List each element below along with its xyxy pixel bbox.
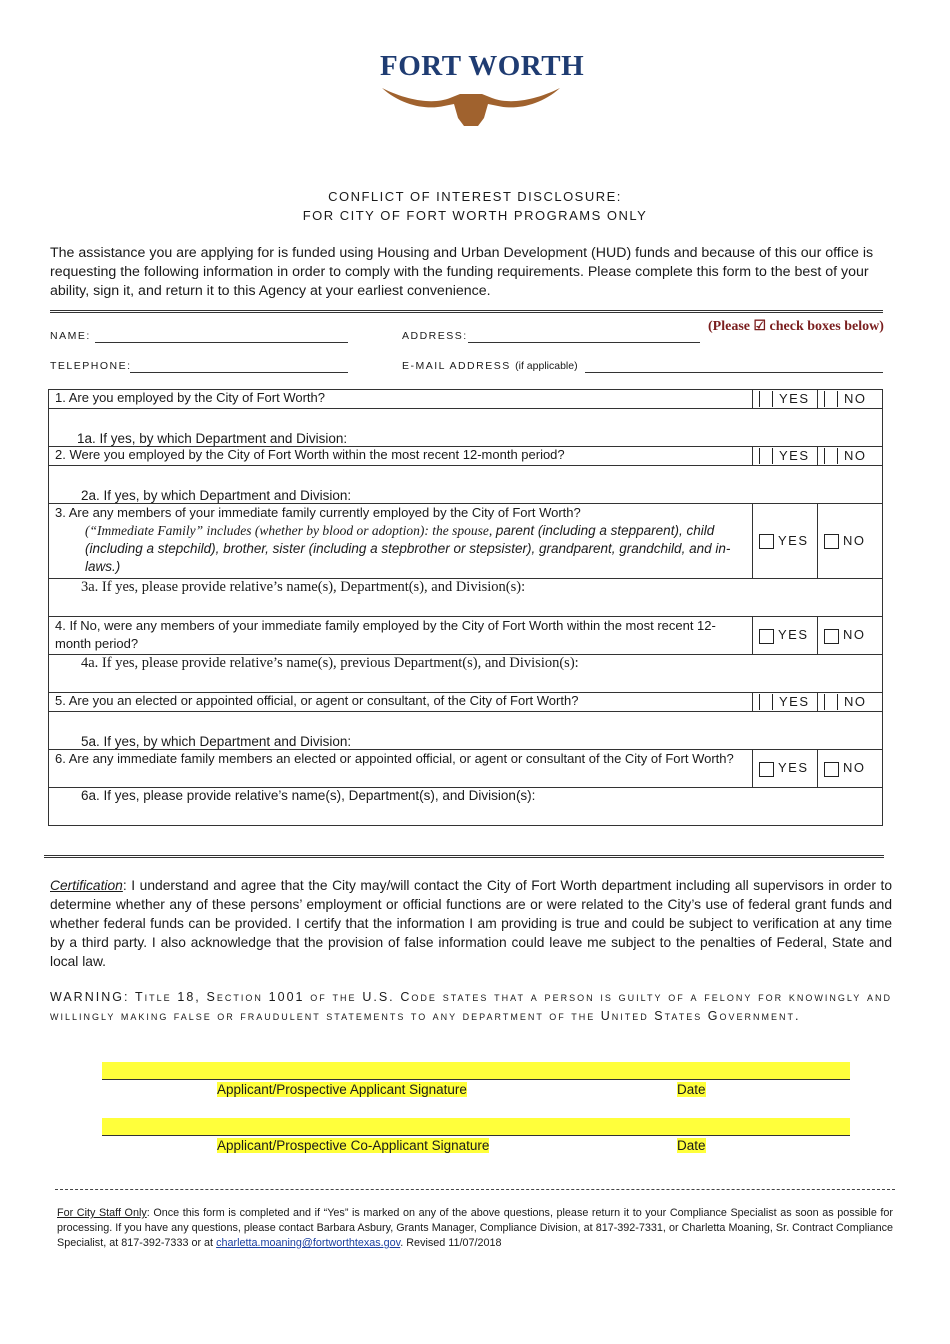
question-4a-text[interactable]: 4a. If yes, please provide relative’s name(s), previous Department(s), and Division(s): bbox=[49, 655, 883, 693]
address-label: ADDRESS: bbox=[402, 330, 468, 342]
question-6-text: 6. Are any immediate family members an elected or appointed official, or agent or consultant of the City of Fort Worth? bbox=[49, 750, 753, 788]
q2-no-label: NO bbox=[844, 447, 867, 463]
staff-footer bbox=[57, 1206, 893, 1251]
q4-yes-checkbox[interactable] bbox=[759, 629, 774, 644]
intro-paragraph: The assistance you are applying for is funded using Housing and Urban Development (HUD) funds and because of this our office is requesting the following information in order to comply with the funding requirements. Please complete this form to the best of your ability, sign it, and return it to this Agency at your earliest convenience. bbox=[50, 245, 874, 299]
question-6a-text[interactable]: 6a. If yes, please provide relative’s name(s), Department(s), and Division(s): bbox=[49, 788, 883, 826]
email-field[interactable] bbox=[585, 360, 883, 373]
q4-no-label: NO bbox=[843, 627, 866, 643]
name-field[interactable] bbox=[95, 330, 348, 343]
question-3-row bbox=[49, 504, 883, 579]
telephone-field[interactable] bbox=[130, 360, 348, 373]
q4-yes-label: YES bbox=[778, 627, 809, 643]
check-boxes-note: (Please ☑ check boxes below) bbox=[708, 319, 884, 334]
q5-yes-checkbox[interactable] bbox=[759, 694, 773, 710]
immediate-family-note-a: (“Immediate Family” includes (whether by blood or adoption): the spouse, bbox=[85, 523, 493, 538]
q3-no-label: NO bbox=[843, 532, 866, 548]
question-6-row bbox=[49, 750, 883, 788]
question-1-row bbox=[49, 390, 883, 409]
revised-date: . Revised 11/07/2018 bbox=[400, 1237, 502, 1249]
logo-wordmark: FORT WORTH bbox=[380, 50, 585, 82]
q1-yes-label: YES bbox=[779, 390, 810, 406]
certification-text: : I understand and agree that the City may/will contact the City of Fort Worth department including all supervisors in order to determine whether any of these persons’ employment or official functions are or were related to the City’s use of federal grant funds and whether federal funds can be provided. I certify that the information I am providing is true and could be subject to verification at any time by a third party. I also acknowledge that the provision of false information could leave me subject to the penalties of Federal, State and local law. bbox=[50, 878, 892, 969]
form-title-line2: FOR CITY OF FORT WORTH PROGRAMS ONLY bbox=[302, 208, 648, 223]
address-field[interactable] bbox=[468, 330, 700, 343]
question-5-text: 5. Are you an elected or appointed official, or agent or consultant, of the City of Fort Worth? bbox=[49, 693, 753, 712]
email-note: (if applicable) bbox=[515, 360, 578, 372]
q5-yes-label: YES bbox=[779, 693, 810, 709]
form-title-line1: CONFLICT OF INTEREST DISCLOSURE: bbox=[328, 189, 622, 204]
question-4-row bbox=[49, 617, 883, 655]
q1-yes-checkbox[interactable] bbox=[759, 391, 773, 407]
immediate-family-note-b: parent (including a stepparent), child (including a stepchild), brother, sister (including a stepbrother or stepsister), grandparent, grandchild, and in-laws.) bbox=[85, 523, 731, 574]
q2-no-checkbox[interactable] bbox=[824, 448, 838, 464]
staff-only-label: For City Staff Only bbox=[57, 1207, 147, 1219]
question-2-row bbox=[49, 447, 883, 466]
applicant-signature-line[interactable] bbox=[102, 1062, 850, 1080]
question-2-text: 2. Were you employed by the City of Fort Worth within the most recent 12-month period? bbox=[49, 447, 753, 466]
question-1-text: 1. Are you employed by the City of Fort Worth? bbox=[49, 390, 753, 409]
question-2a-text[interactable]: 2a. If yes, by which Department and Division: bbox=[49, 466, 883, 504]
co-applicant-date-label: Date bbox=[677, 1138, 706, 1153]
q3-yes-checkbox[interactable] bbox=[759, 534, 774, 549]
q6-no-label: NO bbox=[843, 760, 866, 776]
footer-divider bbox=[55, 1189, 895, 1190]
q3-no-checkbox[interactable] bbox=[824, 534, 839, 549]
question-3a-text[interactable]: 3a. If yes, please provide relative’s name(s), Department(s), and Division(s): bbox=[49, 579, 883, 617]
warning-paragraph: WARNING: Title 18, Section 1001 of the U.S. Code states that a person is guilty of a felony for knowingly and willingly making false or fraudulent statements to any department of the United States Government. bbox=[50, 990, 892, 1023]
middle-divider bbox=[44, 855, 884, 858]
email-label: E-MAIL ADDRESS bbox=[402, 360, 511, 372]
q5-no-label: NO bbox=[844, 693, 867, 709]
applicant-signature-label: Applicant/Prospective Applicant Signature bbox=[217, 1082, 467, 1097]
staff-footer-text: : Once this form is completed and if “Yes” is marked on any of the above questions, please return it to your Compliance Specialist as soon as possible for processing. If you have any questions, please contact Barbara Asbury, Grants Manager, Compliance Division, at 817-392-7331, or Charletta Moaning, Sr. Contract Compliance Specialist, at 817-392-7333 or at bbox=[57, 1207, 894, 1249]
q1-no-checkbox[interactable] bbox=[824, 391, 838, 407]
certification-paragraph bbox=[50, 876, 892, 971]
question-5a-text[interactable]: 5a. If yes, by which Department and Division: bbox=[49, 712, 883, 750]
co-applicant-signature-line[interactable] bbox=[102, 1118, 850, 1136]
name-label: NAME: bbox=[50, 330, 91, 342]
question-3-text: 3. Are any members of your immediate family currently employed by the City of Fort Worth? bbox=[55, 505, 581, 520]
q6-yes-label: YES bbox=[778, 760, 809, 776]
q3-yes-label: YES bbox=[778, 532, 809, 548]
co-applicant-signature-label: Applicant/Prospective Co-Applicant Signature bbox=[217, 1138, 490, 1153]
q2-yes-label: YES bbox=[779, 447, 810, 463]
q1-no-label: NO bbox=[844, 390, 867, 406]
applicant-date-label: Date bbox=[677, 1082, 706, 1097]
question-5-row bbox=[49, 693, 883, 712]
contact-email-link[interactable]: charletta.moaning@fortworthtexas.gov bbox=[216, 1237, 401, 1249]
q4-no-checkbox[interactable] bbox=[824, 629, 839, 644]
q2-yes-checkbox[interactable] bbox=[759, 448, 773, 464]
q5-no-checkbox[interactable] bbox=[824, 694, 838, 710]
top-divider bbox=[50, 310, 883, 313]
q6-yes-checkbox[interactable] bbox=[759, 762, 774, 777]
questions-table bbox=[48, 389, 883, 826]
longhorn-logo-icon bbox=[380, 84, 562, 130]
q6-no-checkbox[interactable] bbox=[824, 762, 839, 777]
question-1a-text[interactable]: 1a. If yes, by which Department and Division: bbox=[49, 409, 883, 447]
telephone-label: TELEPHONE: bbox=[50, 360, 132, 372]
question-4-text: 4. If No, were any members of your immediate family employed by the City of Fort Worth within the most recent 12-month period? bbox=[49, 617, 753, 655]
certification-heading: Certification bbox=[50, 878, 123, 893]
